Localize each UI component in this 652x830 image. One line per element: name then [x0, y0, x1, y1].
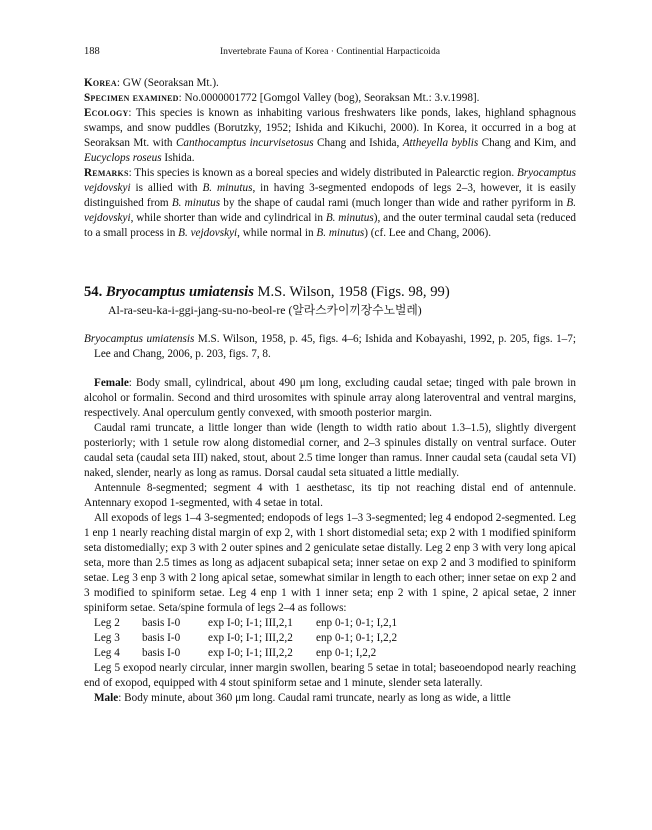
remarks-text: ), and the outer terminal caudal seta (reduced to a small process in [84, 212, 577, 239]
taxon-name: B. minutus [325, 212, 374, 224]
leg-cell: Leg 2 [94, 617, 120, 629]
section-spacer [84, 318, 576, 332]
specimen-paragraph [84, 91, 576, 106]
taxon-name: Bryocamptus vejdovskyi [84, 167, 576, 194]
remarks-text: , while shorter than wide and cylindrical in [130, 212, 326, 224]
female-label: Female [94, 377, 129, 389]
male-paragraph [84, 691, 576, 706]
taxon-name: B. minutus [171, 197, 221, 209]
species-name: Bryocamptus umiatensis [105, 284, 254, 300]
synonymy-taxon: Bryocamptus umiatensis [84, 333, 195, 345]
table-row [84, 646, 407, 661]
table-row [84, 616, 407, 631]
species-number: 54. [84, 284, 103, 300]
male-text: : Body minute, about 360 μm long. Caudal rami truncate, nearly as long as wide, a little [118, 692, 511, 704]
taxon-name: B. vejdovskyi [84, 197, 576, 224]
remarks-text: by the shape of caudal rami (much longer than wide and rather pyriform in [220, 197, 567, 209]
ecology-paragraph [84, 106, 576, 166]
exp-cell: exp I-0; I-1; III,2,1 [208, 617, 293, 629]
enp-cell: enp 0-1; 0-1; I,2,2 [316, 632, 398, 644]
ecology-text: Chang and Ishida, [313, 137, 403, 149]
remarks-text: ) (cf. Lee and Chang, 2006). [364, 227, 492, 239]
species-heading [84, 283, 576, 302]
remarks-text: , while normal in [237, 227, 317, 239]
basis-cell: basis I-0 [142, 617, 181, 629]
page-number: 188 [84, 46, 100, 57]
running-title: Invertebrate Fauna of Korea · Continential Harpacticoida [219, 46, 441, 57]
section-spacer [84, 362, 576, 376]
enp-cell: enp 0-1; I,2,2 [316, 647, 377, 659]
taxon-name: Canthocamptus incurvisetosus [175, 137, 314, 149]
ecology-text: Ishida. [161, 152, 195, 164]
species-korean-name: Al-ra-seu-ka-i-ggi-jang-su-no-beol-re (알라스카이끼장수노벌레) [108, 303, 422, 317]
remarks-text: is allied with [130, 182, 203, 194]
korea-text: : GW (Seoraksan Mt.). [116, 77, 219, 89]
female-paragraph-5: Leg 5 exopod nearly circular, inner margin swollen, bearing 5 setae in total; baseoendopod nearly reaching end of exopod, equipped with 4 stout spiniform setae and 1 minute, slender seta laterally. [84, 662, 576, 689]
ecology-text: : This species is known as inhabiting various freshwaters like ponds, lakes, highland sphagnous swamps, and snow puddles (Borutzky, 1952; Ishida and Kikuchi, 2000). In Korea, it occurred in a bog at Seoraksan Mt. with [84, 107, 576, 149]
basis-cell: basis I-0 [142, 647, 181, 659]
body-text [84, 76, 576, 706]
korea-label: Korea [84, 77, 117, 89]
exp-cell: exp I-0; I-1; III,2,2 [208, 647, 293, 659]
enp-cell: enp 0-1; 0-1; I,2,1 [316, 617, 398, 629]
leg-cell: Leg 3 [94, 632, 120, 644]
remarks-paragraph [84, 166, 576, 241]
ecology-text: Chang and Kim, and [478, 137, 577, 149]
remarks-text: , in having 3-segmented endopods of legs 2–3, however, it is easily distinguished from [84, 182, 577, 209]
specimen-text: : No.0000001772 [Gomgol Valley (bog), Seoraksan Mt.: 3.v.1998]. [178, 92, 480, 104]
specimen-label: Specimen examined [84, 92, 179, 104]
taxon-name: Attheyella byblis [402, 137, 479, 149]
female-text: : Body small, cylindrical, about 490 μm long, excluding caudal setae; tinged with pale brown in alcohol or formalin. Second and third urosomites with spinule array along lateroventral and ventral margins, respectively. Anal operculum gently convexed, with smooth posterior margin. [84, 377, 576, 419]
male-label: Male [94, 692, 119, 704]
female-paragraph-1 [84, 376, 576, 421]
korea-paragraph [84, 76, 576, 91]
remarks-text: : This species is known as a boreal species and widely distributed in Palearctic region. [128, 167, 517, 179]
seta-spine-formula-table [84, 616, 407, 661]
synonymy-paragraph [84, 332, 576, 362]
basis-cell: basis I-0 [142, 632, 181, 644]
taxon-name: B. minutus [202, 182, 253, 194]
species-author: M.S. Wilson, 1958 (Figs. 98, 99) [253, 284, 450, 300]
ecology-label: Ecology [84, 107, 129, 119]
taxon-name: B. vejdovskyi [178, 227, 238, 239]
section-spacer [84, 241, 576, 283]
running-header [84, 46, 576, 62]
synonymy-text: M.S. Wilson, 1958, p. 45, figs. 4–6; Ishida and Kobayashi, 1992, p. 205, figs. 1–7; Lee and Chang, 2006, p. 203, figs. 7, 8. [94, 333, 576, 360]
table-row [84, 631, 407, 646]
female-paragraph-3: Antennule 8-segmented; segment 4 with 1 aesthetasc, its tip not reaching distal end of antennule. Antennary exopod 1-segmented, with 4 setae in total. [84, 482, 576, 509]
remarks-label: Remarks [84, 167, 129, 179]
exp-cell: exp I-0; I-1; III,2,2 [208, 632, 293, 644]
female-paragraph-2: Caudal rami truncate, a little longer than wide (length to width ratio about 1.3–1.5), slightly divergent posteriorly; with 1 setule row along distomedial corner, and 2–3 spinules distally on ventral surface. Outer caudal seta (caudal seta III) naked, stout, about 2.5 time longer than ramus. Inner caudal seta (caudal seta VI) naked, slender, nearly as long as ramus. Dorsal caudal seta situated a little medially. [84, 422, 576, 479]
taxon-name: B. minutus [316, 227, 365, 239]
taxon-name: Eucyclops roseus [84, 152, 162, 164]
female-paragraph-4: All exopods of legs 1–4 3-segmented; endopods of legs 1–3 3-segmented; leg 4 endopod 2-segmented. Leg 1 enp 1 nearly reaching distal margin of exp 2, with 1 short distomedial seta; exp 2 with 1 modified spiniform seta distomedially; exp 3 with 2 outer spines and 2 geniculate setae distally. Leg 2 enp 3 with very long apical seta, more than 2.5 times as long as adjacent subapical seta; inner setae on exp 2 and 3 modified to spiniform setae. Leg 3 enp 3 with 2 long apical setae, somewhat similar in length to each other; inner setae on exp 2 and 3 modified to spiniform setae. Leg 4 enp 1 with 1 inner seta; enp 2 with 1 spine, 2 apical setae, 2 inner spiniform setae. Seta/spine formula of legs 2–4 as follows: [84, 512, 576, 614]
leg-cell: Leg 4 [94, 647, 120, 659]
